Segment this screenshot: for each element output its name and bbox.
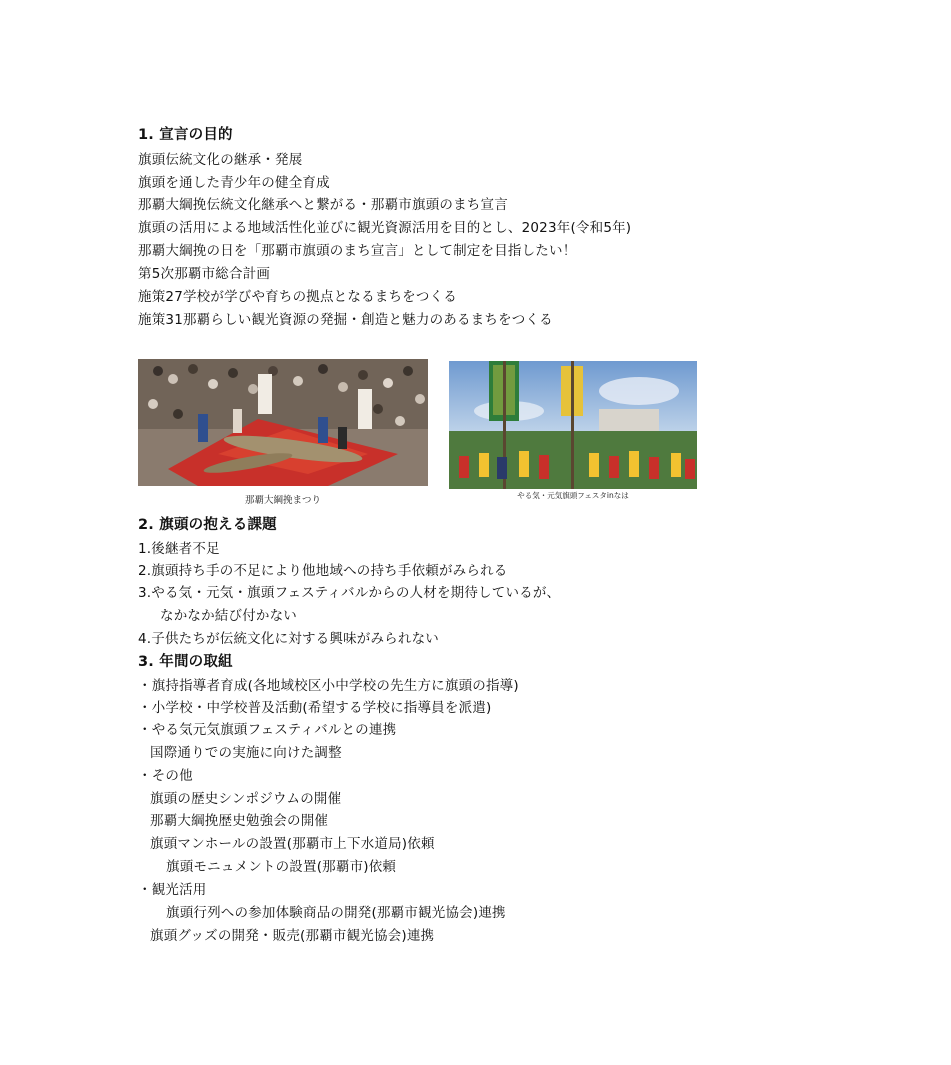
tug-of-war-festival-photo bbox=[138, 359, 428, 486]
purpose-line: 施策27学校が学びや育ちの拠点となるまちをつくる bbox=[138, 289, 457, 305]
activity-line: 国際通りでの実施に向けた調整 bbox=[150, 745, 342, 761]
issue-line: 3.やる気・元気・旗頭フェスティバルからの人材を期待しているが、 bbox=[138, 585, 561, 601]
activity-line: ・旗持指導者育成(各地域校区小中学校の先生方に旗頭の指導) bbox=[138, 678, 519, 694]
section-3-heading: 3. 年間の取組 bbox=[138, 654, 233, 670]
right-photo-caption: やる気・元気旗頭フェスタinなは bbox=[517, 491, 629, 500]
activity-line: ・観光活用 bbox=[138, 882, 207, 898]
purpose-line: 旗頭の活用による地域活性化並びに観光資源活用を目的とし、2023年(令和5年) bbox=[138, 220, 632, 236]
purpose-line: 那覇大綱挽の日を「那覇市旗頭のまち宣言」として制定を目指したい！ bbox=[138, 243, 577, 259]
activity-line: ・その他 bbox=[138, 768, 193, 784]
activity-line: 旗頭の歴史シンポジウムの開催 bbox=[150, 791, 342, 807]
flag-festa-photo bbox=[449, 361, 697, 489]
issue-line: 4.子供たちが伝統文化に対する興味がみられない bbox=[138, 631, 439, 647]
activity-line: 旗頭モニュメントの設置(那覇市)依頼 bbox=[166, 859, 397, 875]
purpose-line: 旗頭伝統文化の継承・発展 bbox=[138, 152, 303, 168]
purpose-line: 第5次那覇市総合計画 bbox=[138, 266, 271, 282]
activity-line: 旗頭マンホールの設置(那覇市上下水道局)依頼 bbox=[150, 836, 435, 852]
activity-line: 那覇大綱挽歴史勉強会の開催 bbox=[150, 813, 329, 829]
activity-line: 旗頭行列への参加体験商品の開発(那覇市観光協会)連携 bbox=[166, 905, 506, 921]
purpose-line: 施策31那覇らしい観光資源の発掘・創造と魅力のあるまちをつくる bbox=[138, 312, 553, 328]
section-2-heading: 2. 旗頭の抱える課題 bbox=[138, 517, 277, 533]
crowd-scene-image bbox=[138, 359, 428, 486]
left-photo-caption: 那覇大綱挽まつり bbox=[244, 495, 321, 506]
activity-line: ・小学校・中学校普及活動(希望する学校に指導員を派遣) bbox=[138, 700, 492, 716]
issue-line: 2.旗頭持ち手の不足により他地域への持ち手依頼がみられる bbox=[138, 563, 508, 579]
purpose-line: 旗頭を通した青少年の健全育成 bbox=[138, 175, 330, 191]
purpose-line: 那覇大綱挽伝統文化継承へと繋がる・那覇市旗頭のまち宣言 bbox=[138, 197, 508, 213]
flag-festival-image bbox=[449, 361, 697, 489]
activity-line: 旗頭グッズの開発・販売(那覇市観光協会)連携 bbox=[150, 928, 435, 944]
activity-line: ・やる気元気旗頭フェスティバルとの連携 bbox=[138, 722, 397, 738]
issue-line: なかなか結び付かない bbox=[160, 608, 297, 624]
section-1-heading: 1. 宣言の目的 bbox=[138, 127, 233, 143]
issue-line: 1.後継者不足 bbox=[138, 541, 220, 557]
